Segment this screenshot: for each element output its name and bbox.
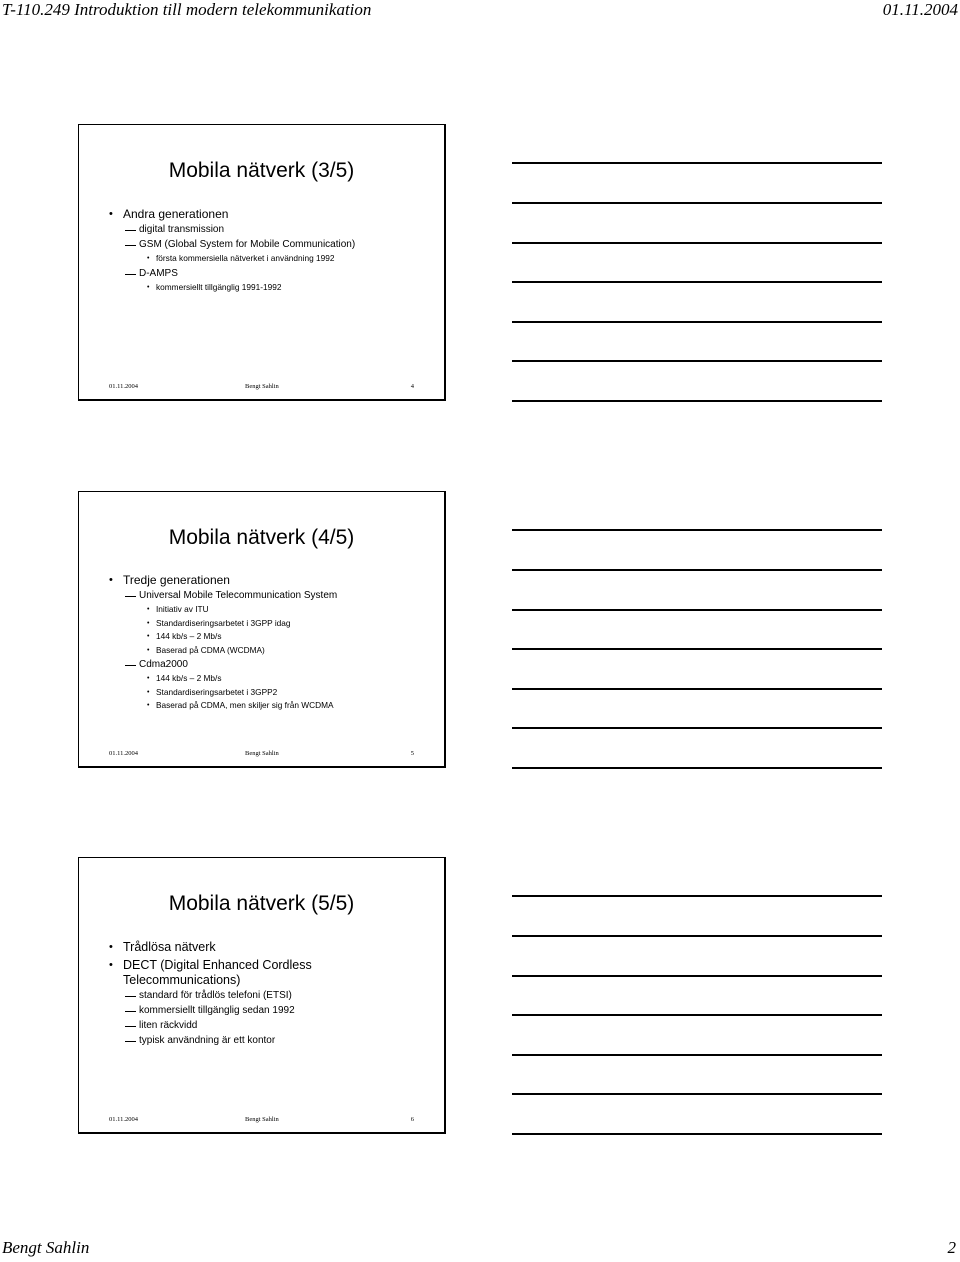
slide-body: [109, 940, 436, 1048]
note-line: [512, 569, 882, 571]
note-line: [512, 281, 882, 283]
sub-bullet-item: • kommersiellt tillgänglig 1991-1992: [109, 281, 436, 295]
slide-5: [78, 491, 446, 768]
note-line: [512, 360, 882, 362]
note-line: [512, 400, 882, 402]
sub-bullet-item: • Baserad på CDMA, men skiljer sig från WCDMA: [109, 699, 436, 713]
note-line: [512, 975, 882, 977]
slide-title: Mobila nätverk (5/5): [168, 892, 355, 915]
page-footer: [0, 1238, 960, 1262]
dash-item: digital transmission: [109, 222, 436, 237]
note-line: [512, 162, 882, 164]
note-line: [512, 1093, 882, 1095]
note-line: [512, 767, 882, 769]
slide-number: 6: [410, 1116, 414, 1123]
note-line: [512, 202, 882, 204]
slide-date: 01.11.2004: [109, 750, 139, 757]
dash-item: Universal Mobile Telecommunication System: [109, 588, 436, 603]
footer-author: Bengt Sahlin: [2, 1238, 90, 1257]
sub-bullet-item: • Standardiseringsarbetet i 3GPP idag: [109, 617, 436, 631]
dash-item: liten räckvidd: [109, 1018, 436, 1033]
slide-author: Bengt Sahlin: [245, 383, 279, 390]
note-line: [512, 1054, 882, 1056]
slide-title: Mobila nätverk (3/5): [168, 159, 355, 182]
note-line: [512, 895, 882, 897]
slide-body: [109, 573, 436, 713]
dash-item: D-AMPS: [109, 266, 436, 281]
slide-body: [109, 207, 436, 294]
slide-date: 01.11.2004: [109, 383, 139, 390]
bullet-item: • DECT (Digital Enhanced Cordless Telecommunications): [109, 958, 333, 988]
note-line: [512, 242, 882, 244]
page-header: [0, 0, 960, 24]
note-line: [512, 648, 882, 650]
note-line: [512, 529, 882, 531]
note-line: [512, 727, 882, 729]
note-line: [512, 609, 882, 611]
sub-bullet-item: • Standardiseringsarbetet i 3GPP2: [109, 686, 436, 700]
dash-item: standard för trådlös telefoni (ETSI): [109, 988, 436, 1003]
bullet-item: • Tredje generationen: [109, 573, 436, 588]
sub-bullet-item: • Baserad på CDMA (WCDMA): [109, 644, 436, 658]
note-line: [512, 1014, 882, 1016]
slide-number: 5: [410, 750, 414, 757]
dash-item: Cdma2000: [109, 657, 436, 672]
note-line: [512, 1133, 882, 1135]
slide-6: [78, 857, 446, 1134]
dash-item: GSM (Global System for Mobile Communication): [109, 237, 436, 252]
sub-bullet-item: • 144 kb/s – 2 Mb/s: [109, 672, 436, 686]
slide-number: 4: [410, 383, 414, 390]
slide-4: [78, 124, 446, 401]
slide-date: 01.11.2004: [109, 1116, 139, 1123]
slide-title: Mobila nätverk (4/5): [168, 526, 355, 549]
sub-bullet-item: • Initiativ av ITU: [109, 603, 436, 617]
page-number: 2: [947, 1238, 956, 1257]
slide-author: Bengt Sahlin: [245, 750, 279, 757]
note-line: [512, 321, 882, 323]
slide-author: Bengt Sahlin: [245, 1116, 279, 1123]
slide-footer: [79, 750, 444, 760]
sub-bullet-item: • 144 kb/s – 2 Mb/s: [109, 630, 436, 644]
dash-item: kommersiellt tillgänglig sedan 1992: [109, 1003, 436, 1018]
slide-footer: [79, 383, 444, 393]
note-line: [512, 935, 882, 937]
dash-item: typisk användning är ett kontor: [109, 1033, 436, 1048]
bullet-item: • Trådlösa nätverk: [109, 940, 436, 955]
course-title: T-110.249 Introduktion till modern telekommunikation: [2, 0, 372, 19]
sub-bullet-item: • första kommersiella nätverket i användning 1992: [109, 252, 436, 266]
bullet-item: • Andra generationen: [109, 207, 436, 222]
slide-footer: [79, 1116, 444, 1126]
header-date: 01.11.2004: [882, 0, 958, 19]
note-line: [512, 688, 882, 690]
